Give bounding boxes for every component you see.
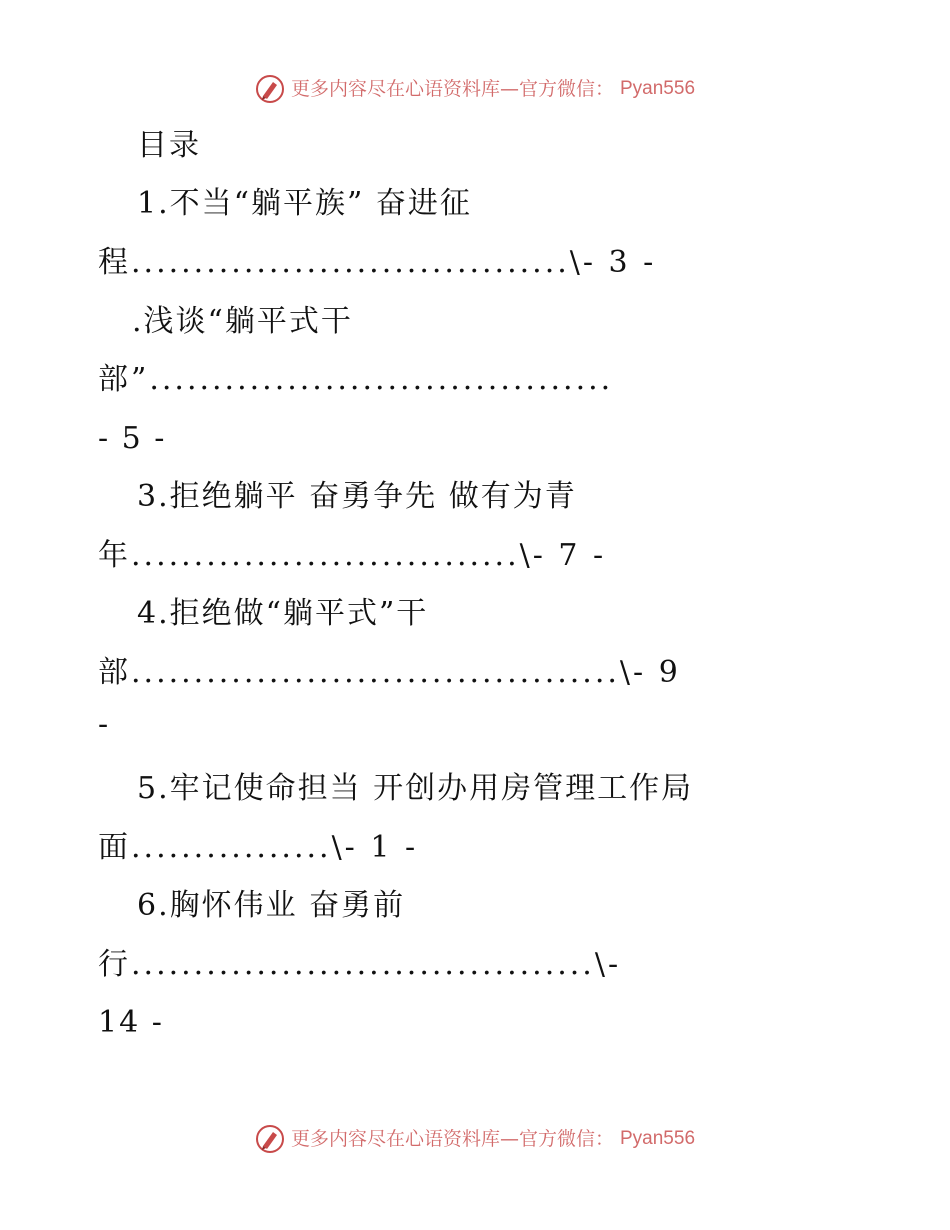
toc-entry-2-line-2: 部”..................................... (98, 362, 614, 397)
toc-entry-6-line-1: 6.胸怀伟业 奋勇前 (137, 888, 406, 923)
toc-entry-3-line-2: 年...............................\- 7 - (98, 538, 607, 573)
toc-entry-3-line-1: 3.拒绝躺平 奋勇争先 做有为青 (137, 479, 577, 514)
toc-entry-4-line-1: 4.拒绝做“躺平式”干 (137, 596, 429, 631)
toc-entry-5-line-2: 面................\- 1 - (98, 830, 419, 865)
toc-entry-1-line-2: 程...................................\- 3 - (98, 245, 657, 280)
toc-title: 目录 (137, 128, 201, 163)
toc-entry-2-line-3: - 5 - (98, 421, 167, 456)
toc-entry-5-line-1: 5.牢记使命担当 开创办用房管理工作局 (137, 771, 694, 806)
toc-entry-6-line-3: 14 - (98, 1005, 164, 1040)
toc-entry-6-line-2: 行.....................................\- (98, 947, 622, 982)
watermark-text: 更多内容尽在心语资料库—官方微信： (290, 78, 614, 100)
pen-logo-icon (255, 1124, 285, 1154)
footer-watermark (0, 1124, 950, 1154)
header-watermark (0, 74, 950, 104)
watermark-wechat-id: Pyan556 (620, 1128, 696, 1149)
toc-entry-2-line-1: .浅谈“躺平式干 (132, 304, 353, 339)
toc-entry-4-line-2: 部.......................................\- 9 (98, 655, 681, 690)
watermark-wechat-id: Pyan556 (620, 78, 696, 99)
pen-logo-icon (255, 74, 285, 104)
toc-entry-1-line-1: 1.不当“躺平族” 奋进征 (137, 186, 472, 221)
toc-entry-4-line-3: - (98, 707, 111, 742)
watermark-text: 更多内容尽在心语资料库—官方微信： (290, 1128, 614, 1150)
